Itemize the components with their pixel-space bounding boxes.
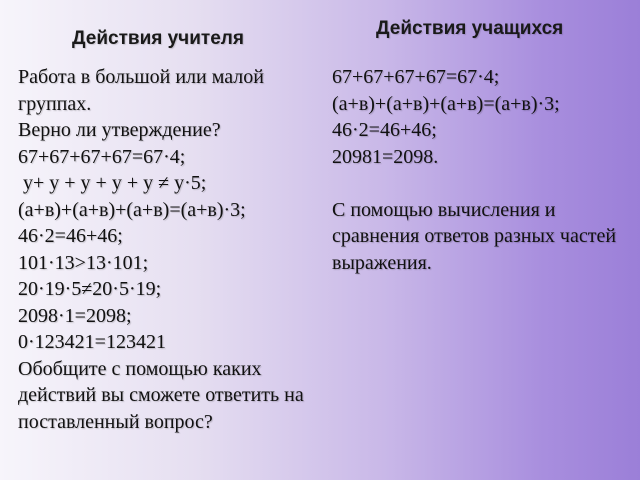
teacher-column-header: Действия учителя: [72, 28, 244, 49]
teacher-line-expr-3: (а+в)+(а+в)+(а+в)=(а+в)·3;: [18, 198, 246, 221]
students-column-header: Действия учащихся: [376, 18, 564, 39]
students-actions-column: [332, 64, 632, 276]
teacher-line-expr-4: 46·2=46+46;: [18, 225, 123, 247]
teacher-line-expr-7: 2098·1=2098;: [18, 304, 132, 327]
student-line-expr-1: 67+67+67+67=67·4;: [332, 66, 500, 88]
teacher-line-expr-2: у+ у + у + у + у ≠ у·5;: [18, 172, 207, 194]
student-line-expr-3: 46·2=46+46;: [332, 119, 437, 141]
teacher-line-expr-6: 20·19·5≠20·5·19;: [18, 278, 162, 300]
teacher-line-generalize: Обобщите с помощью каких действий вы сможете ответить на поставленный вопрос?: [18, 357, 304, 433]
student-line-spacer: [332, 170, 632, 197]
teacher-line-expr-8: 0·123421=123421: [18, 331, 166, 353]
teacher-actions-column: [18, 64, 318, 435]
student-line-method: С помощью вычисления и сравнения ответов разных частей выражения.: [332, 198, 617, 274]
teacher-line-expr-1: 67+67+67+67=67·4;: [18, 145, 186, 168]
teacher-line-question: Верно ли утверждение?: [18, 119, 221, 141]
teacher-line-expr-5: 101·13>13·101;: [18, 251, 149, 274]
student-line-expr-2: (а+в)+(а+в)+(а+в)=(а+в)·3;: [332, 92, 560, 115]
student-line-expr-4: 20981=2098.: [332, 145, 439, 168]
teacher-line-group-work: Работа в большой или малой группах.: [18, 66, 264, 115]
